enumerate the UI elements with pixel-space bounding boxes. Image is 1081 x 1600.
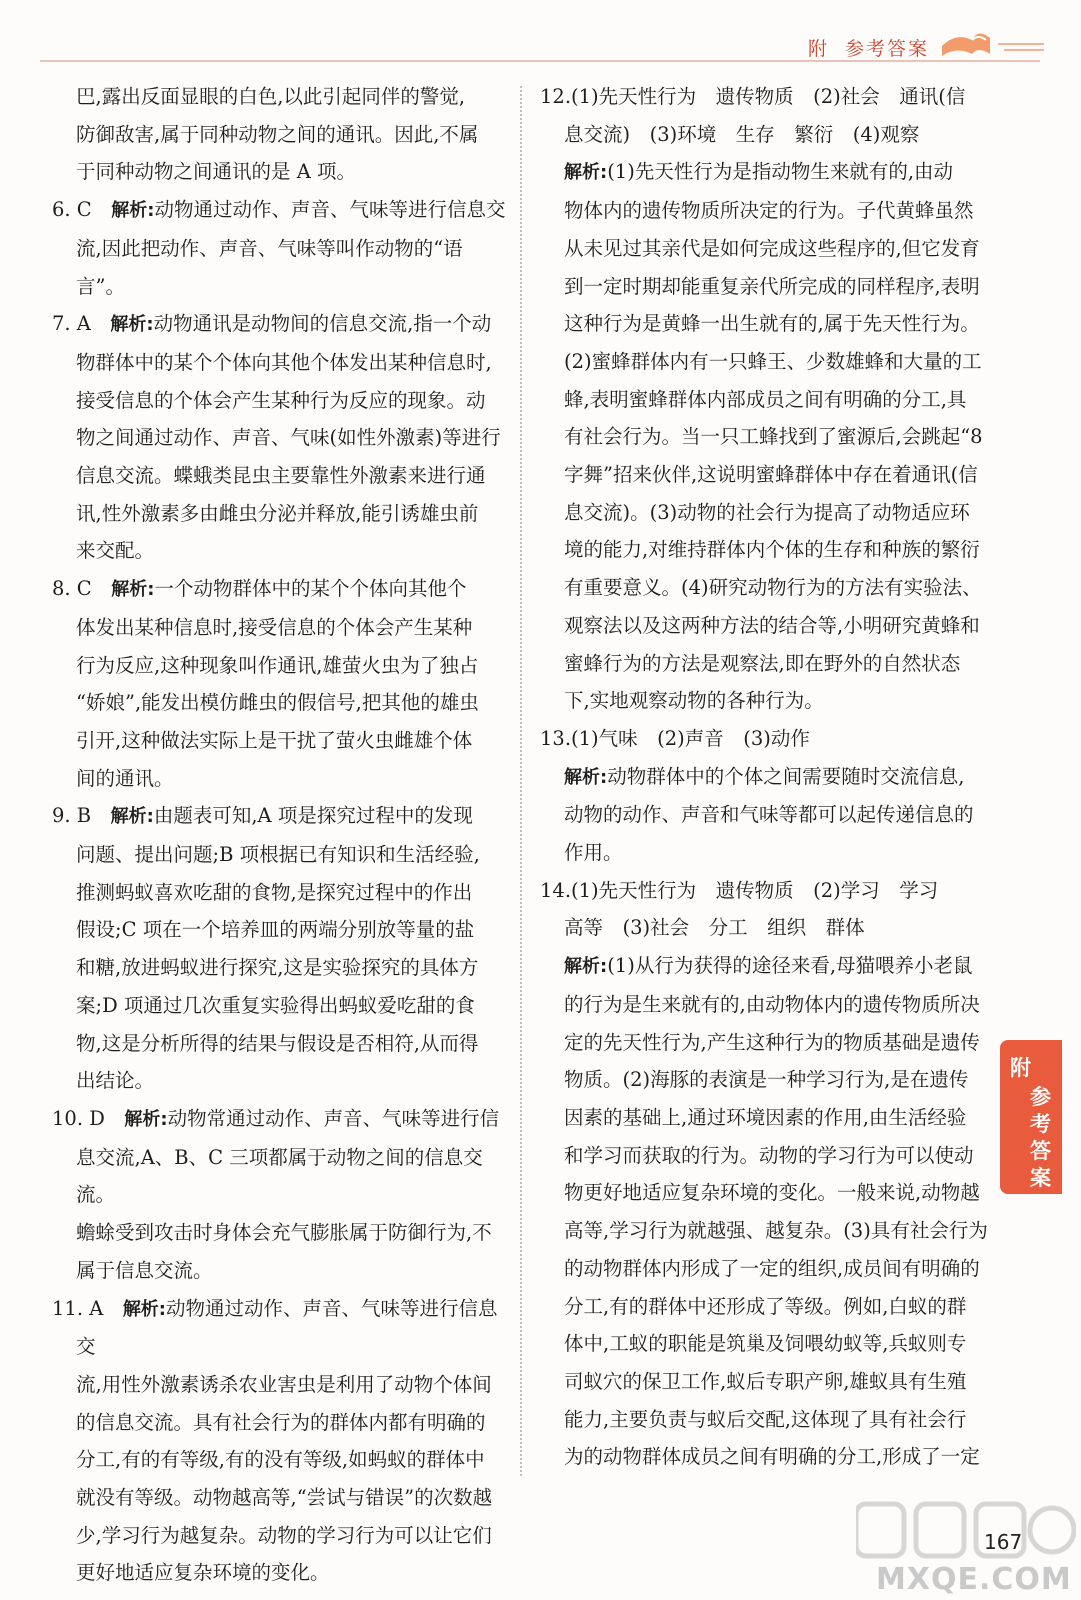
- answer-line: (1)先天性行为 遗传物质 (2)社会 通讯(信: [571, 85, 966, 108]
- text-line: 司蚁穴的保卫工作,蚁后专职产卵,雄蚁具有生殖: [564, 1369, 967, 1393]
- text-line: 到一定时期却能重复亲代所完成的同样程序,表明: [564, 274, 980, 298]
- answer-line: (1)气味 (2)声音 (3)动作: [571, 726, 810, 750]
- answer-line: 高等 (3)社会 分工 组织 群体: [564, 916, 865, 940]
- text-line: 有社会行为。当一只工蜂找到了蜜源后,会跳起“8: [564, 425, 983, 449]
- text-line: 于同种动物之间通讯的是 A 项。: [76, 160, 356, 184]
- text-line: 巴,露出反面显眼的白色,以此引起同伴的警觉,: [76, 85, 466, 108]
- text-line: 动物通过动作、声音、气味等进行信息交: [154, 198, 506, 222]
- answer-line: 息交流) (3)环境 生存 繁衍 (4)观察: [564, 122, 920, 146]
- text-line: 因素的基础上,通过环境因素的作用,由生活经验: [564, 1105, 967, 1129]
- text-line: 的动物群体内形成了一定的组织,成员间有明确的: [564, 1256, 980, 1280]
- text-line: 来交配。: [76, 539, 155, 563]
- text-line: 体发出某种信息时,接受信息的个体会产生某种: [76, 615, 473, 639]
- text-line: 物更好地适应复杂环境的变化。一般来说,动物越: [564, 1181, 980, 1205]
- answer-item-11: [52, 1290, 510, 1593]
- text-line: 这种行为是黄蜂一出生就有的,属于先天性行为。: [564, 312, 980, 336]
- text-line: 一个动物群体中的某个个体向其他个: [154, 577, 467, 601]
- text-line: 的行为是生来就有的,由动物体内的遗传物质所决: [564, 992, 980, 1016]
- continued-answer: [52, 78, 510, 191]
- header-rule: [40, 60, 1040, 62]
- text-line: (2)蜜蜂群体内有一只蜂王、少数雄蜂和大量的工: [564, 349, 982, 373]
- text-line: 物,这是分析所得的结果与假设是否相符,从而得: [76, 1031, 479, 1055]
- text-line: 间的通讯。: [76, 766, 174, 790]
- question-number: 12.: [540, 85, 572, 108]
- analysis-label: 解析:: [564, 766, 608, 788]
- text-line: 高等,学习行为就越强、越复杂。(3)具有社会行为: [564, 1219, 988, 1243]
- text-line: 信息交流。蝶蛾类昆虫主要靠性外激素来进行通: [76, 464, 486, 488]
- question-number: 10. D: [52, 1106, 105, 1130]
- side-tab-label-answers: 参考答案: [1030, 1085, 1051, 1190]
- text-line: 蜂,表明蜜蜂群体内部成员之间有明确的分工,具: [564, 387, 967, 411]
- header-label-answers: 参考答案: [845, 38, 930, 60]
- text-line: 属于信息交流。: [76, 1258, 213, 1282]
- text-line: 能力,主要负责与蚁后交配,这体现了具有社会行: [564, 1407, 967, 1431]
- text-line: 少,学习行为越复杂。动物的学习行为可以让它们: [76, 1523, 492, 1547]
- text-line: 分工,有的有等级,有的没有等级,如蚂蚁的群体中: [76, 1448, 485, 1472]
- text-line: 物体内的遗传物质所决定的行为。子代黄蜂虽然: [564, 199, 974, 223]
- question-number: 13.: [540, 726, 572, 750]
- text-line: 假设;C 项在一个培养皿的两端分别放等量的盐: [76, 918, 475, 942]
- open-book-icon: [938, 24, 1048, 60]
- analysis-label: 解析:: [564, 162, 608, 184]
- text-line: 流,用性外激素诱杀农业害虫是利用了动物个体间: [76, 1372, 492, 1396]
- text-line: 推测蚂蚁喜欢吃甜的食物,是探究过程中的作出: [76, 880, 473, 904]
- text-line: (1)先天性行为是指动物生来就有的,由动: [607, 160, 954, 184]
- side-section-tab: [1000, 1040, 1062, 1194]
- watermark-text: MXQE.COM: [876, 1562, 1072, 1597]
- text-line: 讯,性外激素多由雌虫分泌并释放,能引诱雄虫前: [76, 501, 479, 525]
- page-header: [0, 0, 1081, 62]
- text-line: 接受信息的个体会产生某种行为反应的现象。动: [76, 388, 486, 412]
- text-line: 从未见过其亲代是如何完成这些程序的,但它发育: [564, 236, 980, 260]
- analysis-label: 解析:: [110, 314, 154, 336]
- text-line: 就没有等级。动物越高等,“尝试与错误”的次数越: [76, 1486, 493, 1510]
- header-label-appendix: 附: [808, 38, 830, 60]
- question-number: 11. A: [52, 1296, 104, 1320]
- text-line: 有重要意义。(4)研究动物行为的方法有实验法、: [564, 576, 982, 600]
- text-line: 物群体中的某个个体向其他个体发出某种信息时,: [76, 350, 492, 374]
- text-line: 动物常通过动作、声音、气味等进行信: [167, 1106, 500, 1130]
- side-tab-label-appendix: 附: [1010, 1056, 1031, 1080]
- text-line: 体中,工蚁的职能是筑巢及饲喂幼蚁等,兵蚁则专: [564, 1332, 967, 1356]
- analysis-label: 解析:: [111, 579, 155, 601]
- text-line: 动物通过动作、声音、气味等进行信息交: [76, 1296, 498, 1359]
- text-line: 和糖,放进蚂蚁进行探究,这是实验探究的具体方: [76, 956, 479, 980]
- text-line: 蟾蜍受到攻击时身体会充气膨胀属于防御行为,不: [76, 1221, 492, 1245]
- text-line: 动物的动作、声音和气味等都可以起传递信息的: [564, 803, 974, 827]
- analysis-label: 解析:: [110, 806, 154, 828]
- text-line: 物质。(2)海豚的表演是一种学习行为,是在遗传: [564, 1068, 969, 1092]
- text-line: 动物群体中的个体之间需要随时交流信息,: [607, 764, 965, 788]
- answer-item-6: [52, 191, 510, 305]
- text-line: 引开,这种做法实际上是干扰了萤火虫雌雄个体: [76, 728, 473, 752]
- question-number: 14.: [540, 878, 572, 902]
- analysis-label: 解析:: [124, 1108, 168, 1130]
- left-column: [52, 78, 510, 1592]
- text-line: 为的动物群体成员之间有明确的分工,形成了一定: [564, 1445, 980, 1469]
- watermark-logo-icon: [856, 1500, 1076, 1570]
- answer-item-10: [52, 1100, 510, 1290]
- text-line: 息交流,A、B、C 三项都属于动物之间的信息交流。: [76, 1145, 483, 1207]
- page-number: 167: [984, 1530, 1023, 1554]
- answer-item-9: [52, 797, 510, 1100]
- answer-item-8: [52, 570, 510, 797]
- question-number: 7. A: [52, 312, 91, 336]
- header-title: [808, 34, 929, 61]
- text-line: (1)从行为获得的途径来看,母猫喂养小老鼠: [607, 954, 973, 978]
- answer-item-13: [540, 720, 992, 872]
- answer-line: (1)先天性行为 遗传物质 (2)学习 学习: [571, 878, 939, 902]
- text-line: 定的先天性行为,产生这种行为的物质基础是遗传: [564, 1030, 980, 1054]
- column-divider: [520, 86, 522, 1476]
- text-line: 境的能力,对维持群体内个体的生存和种族的繁衍: [564, 538, 980, 562]
- text-line: 行为反应,这种现象叫作通讯,雄萤火虫为了独占: [76, 653, 479, 677]
- text-line: 蜜蜂行为的方法是观察法,即在野外的自然状态: [564, 651, 961, 675]
- text-line: 问题、提出问题;B 项根据已有知识和生活经验,: [76, 843, 480, 867]
- question-number: 9. B: [52, 804, 92, 828]
- text-line: 息交流)。(3)动物的社会行为提高了动物适应环: [564, 500, 970, 524]
- question-number: 8. C: [52, 577, 92, 601]
- text-line: 出结论。: [76, 1069, 155, 1093]
- answer-item-12: [540, 78, 992, 720]
- text-line: 防御敌害,属于同种动物之间的通讯。因此,不属: [76, 122, 479, 146]
- question-number: 6. C: [52, 198, 92, 222]
- answer-item-7: [52, 305, 510, 570]
- text-line: 流,因此把动作、声音、气味等叫作动物的“语言”。: [76, 236, 463, 298]
- text-line: 动物通讯是动物间的信息交流,指一个动: [153, 312, 492, 336]
- text-line: 字舞”招来伙伴,这说明蜜蜂群体中存在着通讯(信: [564, 463, 978, 487]
- text-line: 物之间通过动作、声音、气味(如性外激素)等进行: [76, 426, 501, 450]
- text-line: 下,实地观察动物的各种行为。: [564, 689, 824, 713]
- analysis-label: 解析:: [122, 1298, 167, 1320]
- text-line: 观察法以及这两种方法的结合等,小明研究黄蜂和: [564, 613, 980, 637]
- text-line: “娇娘”,能发出模仿雌虫的假信号,把其他的雄虫: [76, 691, 479, 715]
- right-column: [540, 78, 992, 1476]
- text-line: 由题表可知,A 项是探究过程中的发现: [153, 804, 473, 828]
- analysis-label: 解析:: [564, 956, 608, 978]
- text-line: 和学习而获取的行为。动物的学习行为可以使动: [564, 1143, 974, 1167]
- text-line: 作用。: [564, 841, 623, 865]
- analysis-label: 解析:: [111, 200, 155, 222]
- text-line: 案;D 项通过几次重复实验得出蚂蚁爱吃甜的食: [76, 993, 475, 1017]
- text-line: 更好地适应复杂环境的变化。: [76, 1561, 330, 1585]
- answer-item-14: [540, 872, 992, 1476]
- text-line: 分工,有的群体中还形成了等级。例如,白蚁的群: [564, 1294, 967, 1318]
- text-line: 的信息交流。具有社会行为的群体内都有明确的: [76, 1410, 486, 1434]
